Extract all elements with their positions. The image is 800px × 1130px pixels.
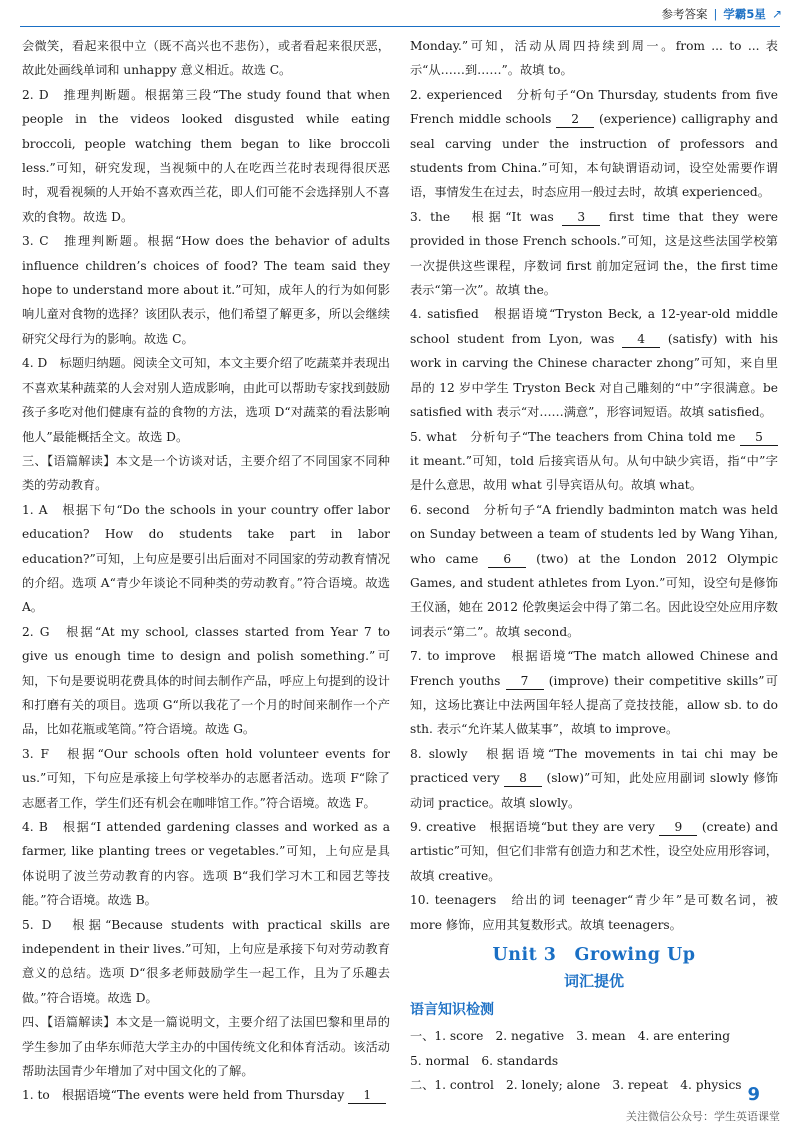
answer-label: 参考答案	[661, 7, 708, 21]
section-4-q8: 8. slowly 根据语境“The movements in tai chi may be practiced very 8 (slow)”可知，此处应用副词 slowly 修饰动词 practice。故填 slowly。	[410, 746, 779, 810]
section-3-q1: 1. A 根据下句“Do the schools in your country offer labor education? How do students take part in labor education?”可知，上句应是要引出后面对不同国家的劳动教育情况的介绍。选项 A“青少年谈论不同种类的劳动教育。”符合语境。故选 A。	[22, 502, 390, 615]
left-column	[22, 34, 390, 1108]
answer-3: 3. C 推理判断题。根据“How does the behavior of adults influence children’s choices of food? The team said they hope to understand more about it.”可知，成年人的行为如何影响儿童对食物的选择？该团队表示，他们希望了解更多，所以会继续研究父母行为的影响。故选 C。	[22, 234, 390, 346]
section-4-q3: 3. the 根据“It was 3 first time that they were provided in those French schools.”可知，这是这些法国学校第一次提供这些课程，序数词 first 前加定冠词 the，the first time 表示“第一次”。故填 the。	[410, 209, 779, 298]
vocab-part-1b: 5. normal 6. standards	[410, 1053, 559, 1068]
section-3-q4: 4. B 根据“I attended gardening classes and worked as a farmer, like planting trees or vegetables.”可知，上句应是具体说明了波兰劳动教育的内容。选项 B“我们学习木工和园艺等技能。”符合语境。故选 B。	[22, 820, 390, 908]
sub-title: 词汇提优	[563, 972, 624, 991]
section-4-q2: 2. experienced 分析句子“On Thursday, students from five French middle schools 2 (experience) calligraphy and seal carving under the instruction of professors and students from China.”可知，本句缺谓语动词，设空处需要作谓语，事情发生在过去，时态应用一般过去时，故填 experienced。	[410, 87, 778, 200]
section-4-q7: 7. to improve 根据语境“The match allowed Chinese and French youths 7 (improve) their competitive skills”可知，这场比赛让中法两国年轻人提高了竞技技能，allow sb. to do sth. 表示“允许某人做某事”，故填 to improve。	[410, 649, 778, 737]
right-column	[410, 34, 778, 1097]
answer-2: 2. D 推理判断题。根据第三段“The study found that when people in the videos looked disgusted while eating broccoli, people watching them began to like broccoli less.”可知，研究发现，当视频中的人在吃西兰花时表现得很厌恶时，观看视频的人开始不喜欢西兰花，即人们可能不会选择别人不喜欢的食物。故选 D。	[22, 87, 390, 224]
brand-swoosh-icon: ↗	[771, 7, 782, 21]
section-3-intro: 三、【语篇解读】本文是一个访谈对话，主要介绍了不同国家不同种类的劳动教育。	[22, 453, 390, 493]
section-4-intro: 四、【语篇解读】本文是一篇说明文，主要介绍了法国巴黎和里昂的学生参加了由华东师范大学主办的中国传统文化和体育活动。该活动帮助法国青少年增加了对中国文化的了解。	[22, 1015, 390, 1079]
section-4-q4: 4. satisfied 根据语境“Tryston Beck, a 12-year-old middle school student from Lyon, was 4 (satisfy) with his work in carving the Chinese character zhong”可知，来自里昂的 12 岁中学生 Tryston Beck 对自己雕刻的“中”字很满意。be satisfied with 表示“对……满意”，形容词短语。故填 satisfied。	[410, 307, 779, 420]
section-title: 语言知识检测	[410, 1001, 494, 1018]
footer-note: 关注微信公众号：学生英语课堂	[626, 1110, 780, 1123]
blank-5: 5	[740, 429, 778, 446]
unit-title: Unit 3 Growing Up	[492, 945, 696, 966]
section-4-q6: 6. second 分析句子“A friendly badminton match was held on Sunday between a team of students led by Wang Yihan, who came 6 (two) at the London 2012 Olympic Games, and student athletes from Lyon.”可知，设空句是修饰王仪涵，她在 2012 伦敦奥运会中得了第二名。因此设空处应用序数词表示“第二”。故填 second。	[410, 502, 779, 639]
section-3-q5: 5. D 根据“Because students with practical skills are independent in their lives.”可知，上句应是承接下句对劳动教育意义的总结。选项 D“很多老师鼓励学生一起工作，且为了乐趣去做。”符合语境。故选 D。	[22, 917, 390, 1005]
blank-9: 9	[659, 819, 697, 836]
header-rule	[20, 26, 780, 27]
section-3-q2: 2. G 根据“At my school, classes started from Year 7 to give us enough time to design and polish something.”可知，下句是要说明花费具体的时间去制作产品，呼应上句提到的设计和打磨有关的项目。选项 G“所以我花了一个月的时间来制作一个产品，比如花瓶或笔筒。”符合语境。故选 G。	[22, 624, 390, 737]
section-4-q9: 9. creative 根据语境“but they are very 9 (create) and artistic”可知，但它们非常有创造力和艺术性，设空处应用形容词，故填 creative。	[410, 820, 779, 883]
section-4-q10: 10. teenagers 给出的词 teenager“青少年”是可数名词，被 more 修饰，应用其复数形式。故填 teenagers。	[410, 893, 778, 932]
section-4-q5: 5. what 分析句子“The teachers from China told me 5 it meant.”可知，told 后接宾语从句。从句中缺少宾语，指“中”字是什么意思，故用 what 引导宾语从句。故填 what。	[410, 429, 778, 493]
section-4-q1-cont: Monday.”可知，活动从周四持续到周一。from ... to ... 表示“从……到……”。故填 to。	[410, 39, 778, 78]
brand-logo: 学霸5星	[723, 7, 766, 21]
blank-2: 2	[556, 111, 594, 128]
blank-1: 1	[348, 1087, 386, 1104]
blank-6: 6	[488, 551, 526, 568]
blank-7: 7	[506, 673, 544, 690]
answer-4: 4. D 标题归纳题。阅读全文可知，本文主要介绍了吃蔬菜并表现出不喜欢某种蔬菜的人会对别人造成影响，由此可以帮助专家找到鼓励孩子多吃对他们健康有益的食物的方法，选项 D“对蔬菜的看法影响他人”最能概括全文。故选 D。	[22, 356, 390, 444]
page-number: 9	[747, 1084, 760, 1105]
left-para-0: 会微笑，看起来很中立（既不高兴也不悲伤），或者看起来很厌恶，故此处画线单词和 unhappy 意义相近。故选 C。	[22, 39, 390, 78]
header-separator: |	[713, 7, 718, 21]
blank-4: 4	[622, 331, 660, 348]
vocab-part-2: 二、1. control 2. lonely; alone 3. repeat 4. physics	[410, 1078, 742, 1093]
section-4-q1: 1. to 根据语境“The events were held from Thursday 1	[22, 1083, 390, 1107]
blank-8: 8	[504, 770, 542, 787]
vocab-part-1: 一、1. score 2. negative 3. mean 4. are entering	[410, 1029, 731, 1044]
blank-3: 3	[562, 209, 600, 226]
section-3-q3: 3. F 根据“Our schools often hold volunteer events for us.”可知，下句应是承接上句学校举办的志愿者活动。选项 F“除了志愿者工作，学生们还有机会在咖啡馆工作。”符合语境。故选 F。	[22, 746, 390, 810]
page-header	[662, 6, 782, 22]
